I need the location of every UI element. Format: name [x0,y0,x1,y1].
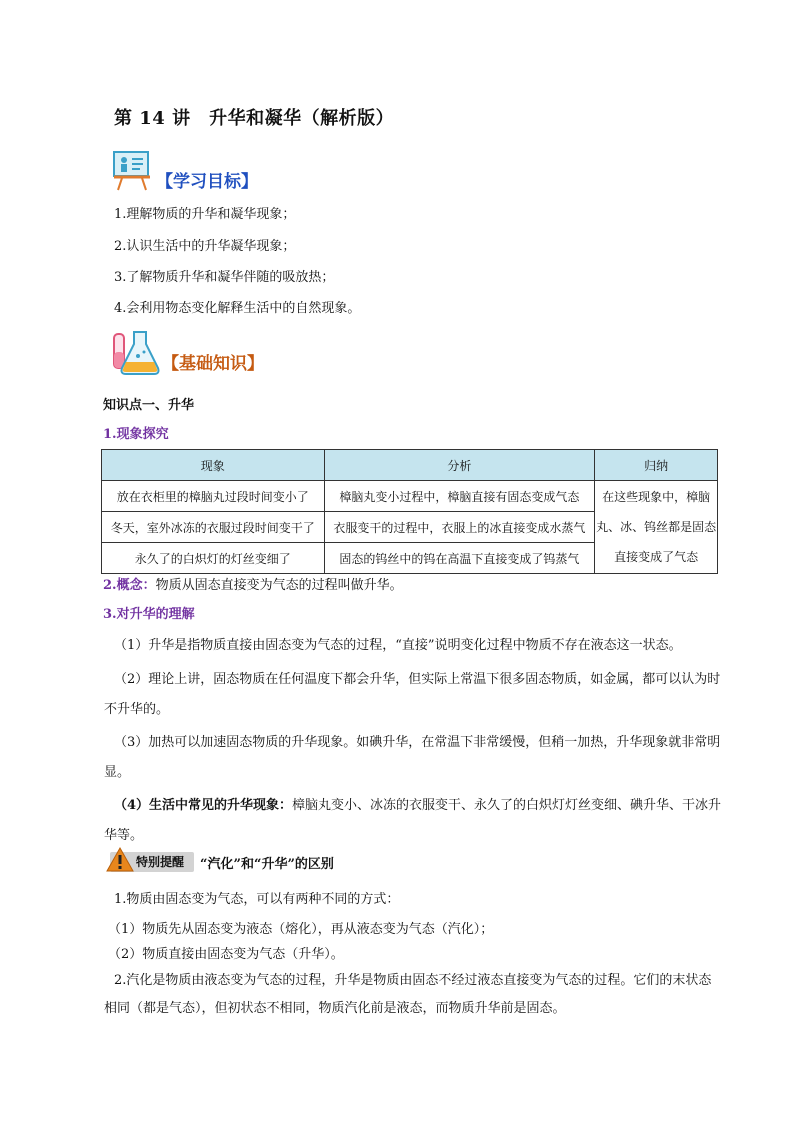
special-reminder-header [110,852,334,872]
table-header-cell: 归纳 [595,450,718,481]
concept-text: 物质从固态直接变为气态的过程叫做升华。 [155,578,403,593]
table-cell: 冬天，室外冰冻的衣服过段时间变干了 [102,512,325,543]
common-phenomena-label: （4）生活中常见的升华现象： [114,798,293,813]
flask-icon [108,328,162,378]
reminder-paragraph: 2.汽化是物质由液态变为气态的过程，升华是物质由固态不经过液态直接变为气态的过程。它们的末状态相同（都是气态），但初状态不相同，物质汽化前是液态，而物质升华前是固态。 [104,973,712,1016]
reminder-line: （1）物质先从固态变为液态（熔化），再从液态变为气态（汽化）； [108,922,494,937]
understanding-paragraph [104,791,724,851]
whiteboard-icon [110,148,154,192]
concept-label: 2.概念： [103,578,156,593]
goals-heading: 【学习目标】 [156,172,258,192]
table-cell: 樟脑丸变小过程中，樟脑直接有固态变成气态 [324,481,595,512]
reminder-line: （2）物质直接由固态变为气态（升华）。 [108,947,344,962]
goal-item: 4.会利用物态变化解释生活中的自然现象。 [114,301,361,316]
reminder-title: “汽化”和“升华”的区别 [200,856,334,872]
understanding-paragraph: （3）加热可以加速固态物质的升华现象。如碘升华，在常温下非常缓慢，但稍一加热，升华现象就非常明显。 [104,735,721,780]
goal-item: 1.理解物质的升华和凝华现象； [114,207,296,222]
table-row [102,481,718,512]
table-cell: 固态的钨丝中的钨在高温下直接变成了钨蒸气 [324,543,595,574]
table-summary-cell: 在这些现象中，樟脑丸、冰、钨丝都是固态直接变成了气态 [595,481,718,574]
reminder-badge [110,852,194,872]
table-header-row [102,450,718,481]
understanding-paragraph: （2）理论上讲，固态物质在任何温度下都会升华，但实际上常温下很多固态物质，如金属，都可以认为时不升华的。 [104,672,721,717]
warning-icon [106,846,134,874]
phenomena-table [101,449,718,574]
goal-item: 2.认识生活中的升华凝华现象； [114,239,296,254]
goal-item: 3.了解物质升华和凝华伴随的吸放热； [114,270,335,285]
concept-line [103,576,403,596]
common-phenomena-text: 樟脑丸变小、冰冻的衣服变干、永久了的白炽灯灯丝变细、碘升华、干冰升华等。 [104,798,722,843]
reminder-line: 1.物质由固态变为气态，可以有两种不同的方式： [114,892,400,907]
table-cell: 放在衣柜里的樟脑丸过段时间变小了 [102,481,325,512]
understanding-paragraph: （1）升华是指物质直接由固态变为气态的过程，“直接”说明变化过程中物质不存在液态这一状态。 [114,638,682,653]
table-cell: 衣服变干的过程中，衣服上的冰直接变成水蒸气 [324,512,595,543]
page-title: 第 14 讲 升华和凝华（解析版） [114,108,395,129]
table-header-cell: 现象 [102,450,325,481]
table-header-cell: 分析 [324,450,595,481]
subheading-phenomena: 1.现象探究 [103,427,169,442]
subheading-understanding: 3.对升华的理解 [103,607,195,622]
basics-section-header [108,328,264,378]
knowledge-point-title: 知识点一、升华 [103,398,195,413]
reminder-badge-label: 特别提醒 [136,855,185,869]
table-cell: 永久了的白炽灯的灯丝变细了 [102,543,325,574]
basics-heading: 【基础知识】 [162,354,264,374]
goals-section-header [110,148,258,192]
